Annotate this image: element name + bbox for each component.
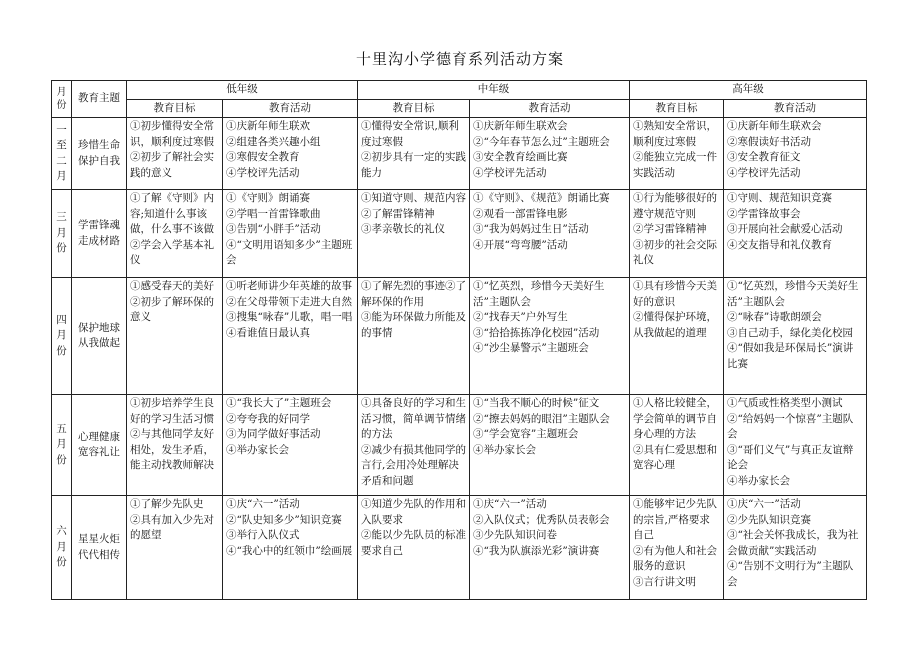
list-item: ②了解雷锋精神 <box>361 207 435 220</box>
list-item: ④开展“弯弯腰”活动 <box>473 238 568 251</box>
list-item: ③安全教育征文 <box>727 151 801 163</box>
list-item: ①庆“六一”活动 <box>727 498 801 510</box>
list-item: ④举办家长会 <box>473 443 536 456</box>
list-item: ③初步的社会交际礼仪 <box>633 238 717 266</box>
month-char: 三 <box>56 211 67 224</box>
theme-cell: 珍惜生命保护自我 <box>72 118 127 190</box>
high-act-cell <box>724 278 867 395</box>
theme-cell: 心理健康宽容礼让 <box>72 395 127 496</box>
month-cell <box>52 395 72 496</box>
header-mid-grade: 中年级 <box>358 81 630 100</box>
list-item: ①具备良好的学习和生活习惯，简单调节情绪的方法 <box>361 397 466 440</box>
month-char: 月 <box>56 170 67 182</box>
list-item: ②初步具有一定的实践能力 <box>361 151 466 179</box>
high-act-cell <box>724 496 867 600</box>
mid-goal-cell <box>358 278 470 395</box>
month-char: 份 <box>56 344 67 357</box>
list-item: ②“给妈妈一个惊喜”主题队会 <box>727 412 854 440</box>
table-row <box>52 496 867 600</box>
list-item: ①庆新年师生联欢 <box>226 120 310 132</box>
list-item: ①《守则》、《规范》朗诵比赛 <box>473 192 610 204</box>
list-item: ③举行入队仪式 <box>226 529 300 541</box>
list-item: ①初步培养学生良好的学习生活习惯 <box>130 397 214 425</box>
list-item: ①庆“六一”活动 <box>473 498 547 510</box>
list-item: ①庆新年师生联欢会 <box>727 120 822 132</box>
low-goal-cell <box>127 278 223 395</box>
list-item: ②学唱一首雷锋歌曲 <box>226 207 321 220</box>
list-item: ①行为能够很好的遵守规范守则 <box>633 192 717 220</box>
list-item: ④交友指导和礼仪教育 <box>727 238 832 251</box>
low-goal-cell <box>127 190 223 278</box>
low-act-cell <box>223 190 358 278</box>
list-item: ④学校评先活动 <box>727 166 801 179</box>
list-item: ②“咏春”诗歌朗颂会 <box>727 311 822 323</box>
month-char: 二 <box>56 154 67 167</box>
list-item: ②具有仁爱思想和宽容心理 <box>633 443 717 471</box>
document-title: 十里沟小学德育系列活动方案 <box>355 50 564 68</box>
list-item: ②学会入学基本礼仪 <box>130 238 214 266</box>
month-char: 至 <box>56 139 67 151</box>
list-item: ①了解先烈的事迹②了解环保的作用 <box>361 280 466 308</box>
month-cell <box>52 496 72 600</box>
table-row <box>52 278 867 395</box>
list-item: ①知道守则、规范内容 <box>361 192 466 204</box>
high-goal-cell <box>630 190 724 278</box>
list-item: ③“学会宽容”主题班会 <box>473 428 579 440</box>
table-row <box>52 190 867 278</box>
list-item: ①具有珍惜今天美好的意识 <box>633 280 717 308</box>
high-goal-cell <box>630 278 724 395</box>
theme-cell: 保护地球从我做起 <box>72 278 127 395</box>
list-item: ②“今年春节怎么过”主题班会 <box>473 135 610 148</box>
list-item: ③孝亲敬长的礼仪 <box>361 223 445 235</box>
header-low-grade: 低年级 <box>127 81 358 100</box>
list-item: ③为同学做好事活动 <box>226 428 321 440</box>
list-item: ②观看一部雷锋电影 <box>473 207 568 220</box>
list-item: ①懂得安全常识,顺利度过寒假 <box>361 120 459 148</box>
list-item: ①“当我不顺心的时候”征文 <box>473 397 600 409</box>
list-item: ④“我心中的红领巾”绘画展 <box>226 544 353 557</box>
list-item: ②少先队知识竞赛 <box>727 513 811 526</box>
list-item: ②组建各类兴趣小组 <box>226 135 321 148</box>
list-item: ①了解少先队史 <box>130 498 204 510</box>
low-act-cell <box>223 118 358 190</box>
list-item: ①初步懂得安全常识，顺利度过寒假 <box>130 120 214 148</box>
list-item: ③搜集“咏春”儿歌，唱一唱 <box>226 311 353 323</box>
header-month: 月份 <box>52 81 72 118</box>
header-row-columns <box>52 99 867 118</box>
table-row <box>52 118 867 190</box>
list-item: ②“队史知多少”知识竞赛 <box>226 513 342 526</box>
list-item: ②与其他同学友好相处，发生矛盾，能主动找教师解决 <box>130 428 214 471</box>
mid-goal-cell <box>358 190 470 278</box>
list-item: ①庆“六一”活动 <box>226 498 300 510</box>
header-high-goal: 教育目标 <box>630 99 724 118</box>
list-item: ④“假如我是环保局长”演讲比赛 <box>727 342 854 370</box>
list-item: ④举办家长会 <box>226 443 289 456</box>
table-row <box>52 395 867 496</box>
month-char: 月 <box>56 329 67 342</box>
high-act-cell <box>724 395 867 496</box>
header-low-goal: 教育目标 <box>127 99 223 118</box>
list-item: ②减少有损其他同学的言行,会用冷处理解决矛盾和问题 <box>361 443 466 487</box>
list-item: ④学校评先活动 <box>226 166 300 179</box>
low-goal-cell <box>127 395 223 496</box>
header-mid-activity: 教育活动 <box>470 99 630 118</box>
list-item: ①能够牢记少先队的宗旨,严格要求自己 <box>633 498 717 541</box>
month-char: 月 <box>56 540 67 553</box>
list-item: ②入队仪式；优秀队员表彰会 <box>473 513 610 526</box>
activity-plan-table <box>51 80 867 600</box>
theme-cell: 星星火炬代代相传 <box>72 496 127 600</box>
month-char: 五 <box>56 422 67 435</box>
mid-goal-cell <box>358 496 470 600</box>
list-item: ③“哥们义气”与真正友谊辩论会 <box>727 443 854 471</box>
low-act-cell <box>223 278 358 395</box>
list-item: ④看谁值日最认真 <box>226 326 310 339</box>
list-item: ③“我为妈妈过生日”活动 <box>473 223 589 235</box>
mid-act-cell <box>470 278 630 395</box>
low-act-cell <box>223 496 358 600</box>
list-item: ①守则、规范知识竞赛 <box>727 192 832 204</box>
mid-act-cell <box>470 118 630 190</box>
list-item: ①熟知安全常识，顺利度过寒假 <box>633 120 717 148</box>
list-item: ④学校评先活动 <box>473 166 547 179</box>
list-item: ②“找春天”户外写生 <box>473 311 568 323</box>
list-item: ②有为他人和社会服务的意识 <box>633 544 717 572</box>
header-low-activity: 教育活动 <box>223 99 358 118</box>
list-item: ①了解《守则》内容;知道什么事该做，什么事不该做 <box>130 192 214 235</box>
list-item: ②学习雷锋精神 <box>633 223 707 235</box>
month-char: 份 <box>56 453 67 466</box>
list-item: ①知道少先队的作用和入队要求 <box>361 498 466 526</box>
list-item: ②能独立完成一件实践活动 <box>633 151 717 179</box>
header-high-activity: 教育活动 <box>724 99 867 118</box>
high-goal-cell <box>630 496 724 600</box>
list-item: ①庆新年师生联欢会 <box>473 120 568 132</box>
list-item: ①感受春天的美好 <box>130 280 214 292</box>
month-cell <box>52 278 72 395</box>
header-high-grade: 高年级 <box>630 81 867 100</box>
list-item: ②初步了解社会实践的意义 <box>130 151 214 179</box>
month-char: 一 <box>56 123 67 136</box>
list-item: ②初步了解环保的意义 <box>130 295 214 323</box>
list-item: ②懂得保护环境，从我做起的道理 <box>633 311 717 339</box>
list-item: ③少先队知识问卷 <box>473 529 557 541</box>
high-goal-cell <box>630 395 724 496</box>
month-cell <box>52 118 72 190</box>
header-mid-goal: 教育目标 <box>358 99 470 118</box>
list-item: ②具有加入少先对的愿望 <box>130 513 214 541</box>
list-item: ①《守则》朗诵赛 <box>226 192 310 204</box>
list-item: ④“沙尘暴警示”主题班会 <box>473 342 589 354</box>
list-item: ②学雷锋故事会 <box>727 207 801 220</box>
header-row-grades <box>52 81 867 100</box>
list-item: ④“告别不文明行为”主题队会 <box>727 560 854 588</box>
month-char: 四 <box>56 313 67 326</box>
list-item: ③自己动手，绿化美化校园 <box>727 326 853 339</box>
month-char: 份 <box>56 556 67 569</box>
list-item: ②“擦去妈妈的眼泪”主题队会 <box>473 412 610 425</box>
list-item: ③“社会关怀我成长，我为社会做贡献”实践活动 <box>727 529 859 557</box>
low-goal-cell <box>127 118 223 190</box>
list-item: ②在父母带领下走进大自然 <box>226 295 352 308</box>
month-char: 月 <box>56 438 67 451</box>
mid-act-cell <box>470 190 630 278</box>
high-act-cell <box>724 118 867 190</box>
high-act-cell <box>724 190 867 278</box>
low-goal-cell <box>127 496 223 600</box>
list-item: ①“忆英烈，珍惜今天美好生活”主题队会 <box>473 280 605 308</box>
month-char: 月 <box>56 226 67 239</box>
header-theme: 教育主题 <box>72 81 127 118</box>
list-item: ③开展向社会献爱心活动 <box>727 223 843 235</box>
mid-goal-cell <box>358 118 470 190</box>
list-item: ④“我为队旗添光彩”演讲赛 <box>473 544 600 557</box>
list-item: ③言行讲文明 <box>633 575 696 588</box>
list-item: ③能为环保做力所能及的事情 <box>361 311 466 339</box>
list-item: ①人格比较健全，学会简单的调节自身心理的方法 <box>633 397 717 440</box>
mid-act-cell <box>470 395 630 496</box>
month-cell <box>52 190 72 278</box>
month-char: 份 <box>56 242 67 255</box>
list-item: ③“拾拾拣拣净化校园”活动 <box>473 326 600 339</box>
list-item: ①“我长大了”主题班会 <box>226 397 332 409</box>
list-item: ③安全教育绘画比赛 <box>473 151 568 163</box>
theme-cell: 学雷锋魂走成材路 <box>72 190 127 278</box>
table-body <box>52 118 867 600</box>
month-char: 六 <box>56 525 67 538</box>
list-item: ②夸夸我的好同学 <box>226 412 310 425</box>
list-item: ④“文明用语知多少”主题班会 <box>226 238 353 266</box>
list-item: ①气质或性格类型小测试 <box>727 397 843 409</box>
high-goal-cell <box>630 118 724 190</box>
list-item: ①“忆英烈，珍惜今天美好生活”主题队会 <box>727 280 859 308</box>
list-item: ③告别“小胖手”活动 <box>226 223 321 235</box>
list-item: ④举办家长会 <box>727 474 790 487</box>
list-item: ②寒假读好书活动 <box>727 135 811 148</box>
low-act-cell <box>223 395 358 496</box>
mid-act-cell <box>470 496 630 600</box>
mid-goal-cell <box>358 395 470 496</box>
list-item: ②能以少先队员的标准要求自己 <box>361 529 466 557</box>
list-item: ①听老师讲少年英雄的故事 <box>226 280 352 292</box>
list-item: ③寒假安全教育 <box>226 151 300 163</box>
